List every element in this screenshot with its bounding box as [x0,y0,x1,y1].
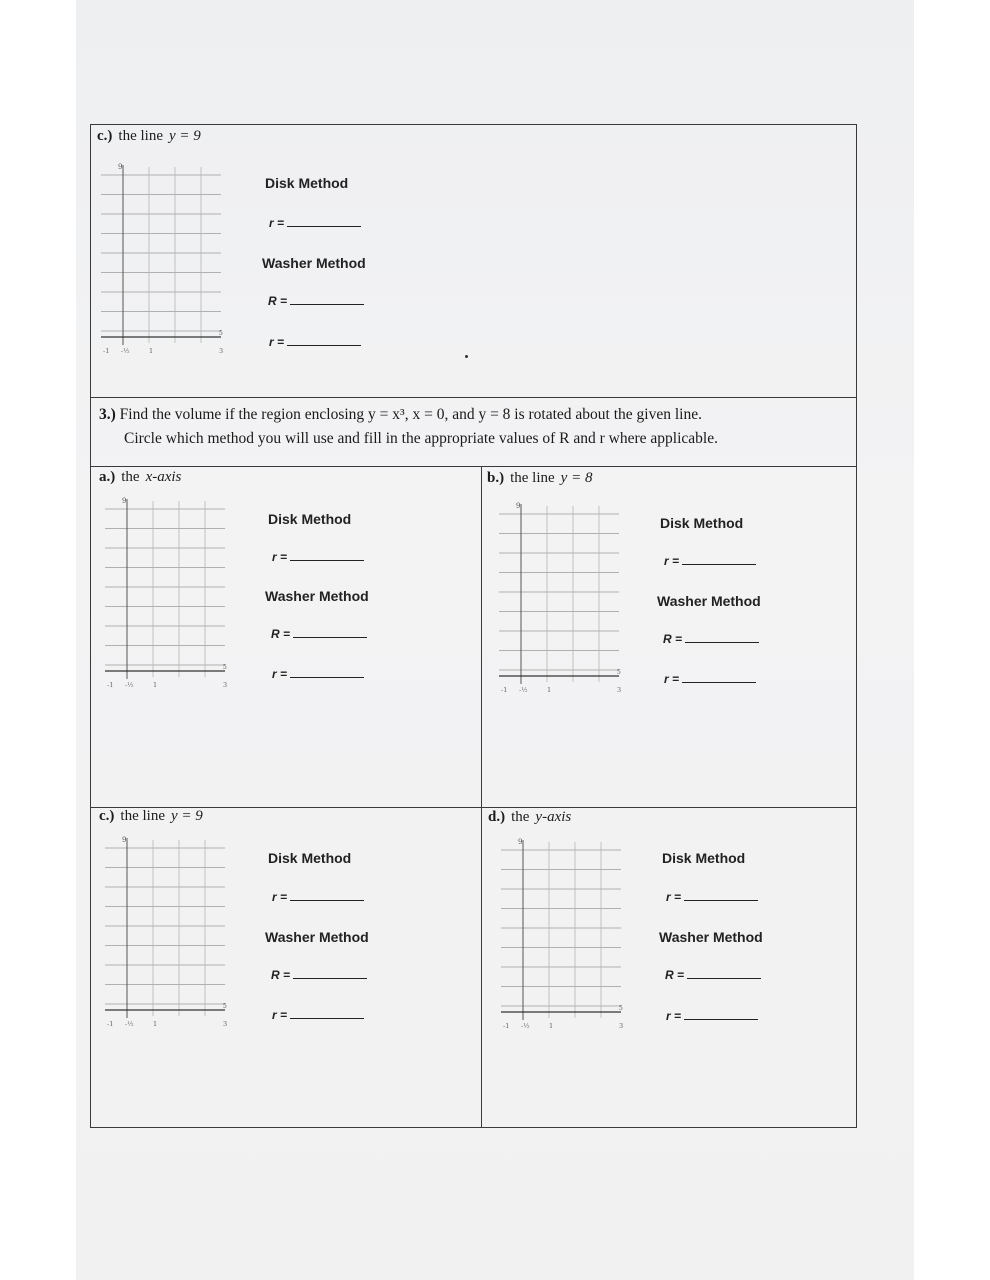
problem-statement [99,403,718,451]
r-blank[interactable] [290,550,364,561]
disk-method-label[interactable]: Disk Method [265,175,349,191]
R-blank[interactable] [687,968,761,979]
washer-method-label[interactable]: Washer Method [657,593,761,609]
washer-R-field[interactable] [268,294,364,308]
x-axis-end-label: 5 [219,330,223,337]
x-axis-tick-label: -1 [103,347,110,355]
disk-r-field[interactable] [664,554,756,568]
worksheet-table [90,124,857,1128]
y-axis-tick-label: 9 [118,163,123,171]
part-label: c.) [97,128,113,144]
r-blank[interactable] [684,890,758,901]
x-axis-tick-label: 3 [223,681,228,689]
y-axis-tick-label: 9 [518,838,523,846]
problem-line-1: Find the volume if the region enclosing y = x³, x = 0, and y = 8 is rotated about the given line. [119,406,702,423]
part-math: x-axis [145,469,182,485]
problem-line-2: Circle which method you will use and fill in the appropriate values of R and r where applicable. [124,430,718,447]
part-heading [488,809,571,826]
pen-mark [465,355,468,358]
coordinate-grid[interactable] [501,838,631,1033]
part-c-cell [91,808,481,1127]
x-axis-tick-label: 1 [153,681,158,689]
r-label: r = [272,550,288,564]
x-axis-tick-label: -½ [125,1020,134,1028]
washer-r-field[interactable] [272,667,364,681]
x-axis-tick-label: 1 [149,347,154,355]
washer-r-field[interactable] [269,335,361,349]
x-axis-tick-label: 1 [153,1020,158,1028]
washer-R-field[interactable] [663,632,759,646]
part-text: the line [118,128,163,144]
y-axis-tick-label: 9 [122,497,127,505]
part-label: d.) [488,809,506,825]
part-text: the [121,469,140,485]
washer-r-field[interactable] [664,672,756,686]
part-math: y = 9 [168,128,201,144]
disk-r-field[interactable] [272,550,364,564]
part-math: y-axis [535,809,572,825]
top-section [91,125,856,397]
divider-top-problem [91,397,856,398]
R-blank[interactable] [290,294,364,305]
x-axis-tick-label: 3 [619,1022,624,1030]
R-blank[interactable] [293,627,367,638]
part-heading [487,470,592,487]
part-heading [97,128,201,145]
part-math: y = 9 [170,808,203,824]
R-label: R = [271,968,291,982]
part-b-cell [482,467,856,807]
part-heading [99,469,181,486]
washer-R-field[interactable] [665,968,761,982]
washer-method-label[interactable]: Washer Method [659,929,763,945]
R-label: R = [663,632,683,646]
R-label: R = [665,968,685,982]
x-axis-tick-label: 1 [549,1022,554,1030]
x-axis-tick-label: -1 [107,681,114,689]
part-text: the line [120,808,165,824]
disk-method-label[interactable]: Disk Method [268,511,352,527]
part-label: c.) [99,808,115,824]
R-label: R = [268,294,288,308]
x-axis-tick-label: -½ [125,681,134,689]
x-axis-tick-label: -1 [107,1020,114,1028]
x-axis-end-label: 5 [223,664,227,671]
washer-method-label[interactable]: Washer Method [265,929,369,945]
x-axis-tick-label: -1 [501,686,508,694]
r-blank[interactable] [287,335,361,346]
x-axis-end-label: 5 [619,1005,623,1012]
part-heading [99,808,203,825]
coordinate-grid[interactable] [105,497,235,692]
part-d-cell [482,808,856,1127]
disk-method-label[interactable]: Disk Method [268,850,352,866]
disk-r-field[interactable] [272,890,364,904]
part-math: y = 8 [560,470,593,486]
x-axis-end-label: 5 [223,1003,227,1010]
part-text: the [511,809,530,825]
coordinate-grid[interactable] [101,163,231,358]
r-blank[interactable] [290,890,364,901]
washer-method-label[interactable]: Washer Method [262,255,366,271]
x-axis-tick-label: 3 [219,347,224,355]
r-blank[interactable] [684,1009,758,1020]
problem-number: 3.) [99,406,116,423]
r-blank[interactable] [287,216,361,227]
coordinate-grid[interactable] [105,836,235,1031]
r-label: r = [269,216,285,230]
r-label: r = [272,890,288,904]
disk-method-label[interactable]: Disk Method [662,850,746,866]
disk-r-field[interactable] [269,216,361,230]
washer-R-field[interactable] [271,627,367,641]
part-text: the line [510,470,555,486]
x-axis-tick-label: -½ [121,347,130,355]
coordinate-grid[interactable] [499,502,629,697]
x-axis-tick-label: 3 [223,1020,228,1028]
r-label: r = [666,890,682,904]
disk-r-field[interactable] [666,890,758,904]
y-axis-tick-label: 9 [122,836,127,844]
disk-method-label[interactable]: Disk Method [660,515,744,531]
x-axis-end-label: 5 [617,669,621,676]
washer-R-field[interactable] [271,968,367,982]
x-axis-tick-label: 1 [547,686,552,694]
y-axis-tick-label: 9 [516,502,521,510]
r-label: r = [664,672,680,686]
x-axis-tick-label: -½ [521,1022,530,1030]
r-blank[interactable] [682,554,756,565]
part-label: b.) [487,470,505,486]
x-axis-tick-label: -1 [503,1022,510,1030]
r-label: r = [269,335,285,349]
R-label: R = [271,627,291,641]
part-label: a.) [99,469,116,485]
r-label: r = [664,554,680,568]
r-blank[interactable] [682,672,756,683]
washer-method-label[interactable]: Washer Method [265,588,369,604]
part-a-cell [91,467,481,807]
R-blank[interactable] [685,632,759,643]
R-blank[interactable] [293,968,367,979]
r-blank[interactable] [290,1008,364,1019]
washer-r-field[interactable] [666,1009,758,1023]
r-label: r = [666,1009,682,1023]
r-blank[interactable] [290,667,364,678]
x-axis-tick-label: -½ [519,686,528,694]
x-axis-tick-label: 3 [617,686,622,694]
washer-r-field[interactable] [272,1008,364,1022]
r-label: r = [272,1008,288,1022]
r-label: r = [272,667,288,681]
